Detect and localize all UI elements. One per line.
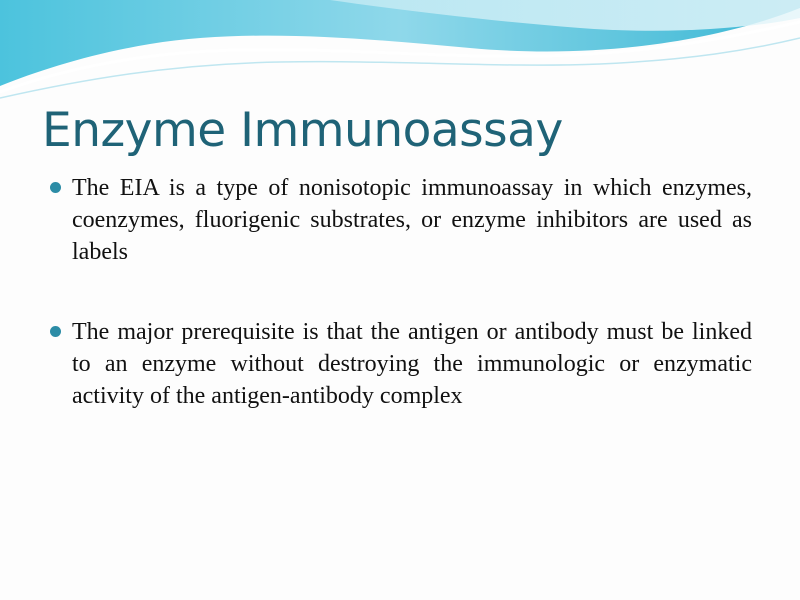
bullet-text: The major prerequisite is that the antigen or antibody must be linked to an enzyme without destroying the immunologic or enzymatic activity of the antigen-antibody complex xyxy=(72,319,752,409)
bullet-dot-icon xyxy=(50,182,61,193)
slide-title: Enzyme Immunoassay xyxy=(42,103,563,158)
bullet-dot-icon xyxy=(50,326,61,337)
bullet-text: The EIA is a type of nonisotopic immunoassay in which enzymes, coenzymes, fluorigenic substrates, or enzyme inhibitors are used as labels xyxy=(72,175,752,265)
bullet-list xyxy=(48,172,752,412)
bullet-item xyxy=(48,316,752,412)
header-wave-decoration xyxy=(0,0,800,110)
bullet-item xyxy=(48,172,752,268)
